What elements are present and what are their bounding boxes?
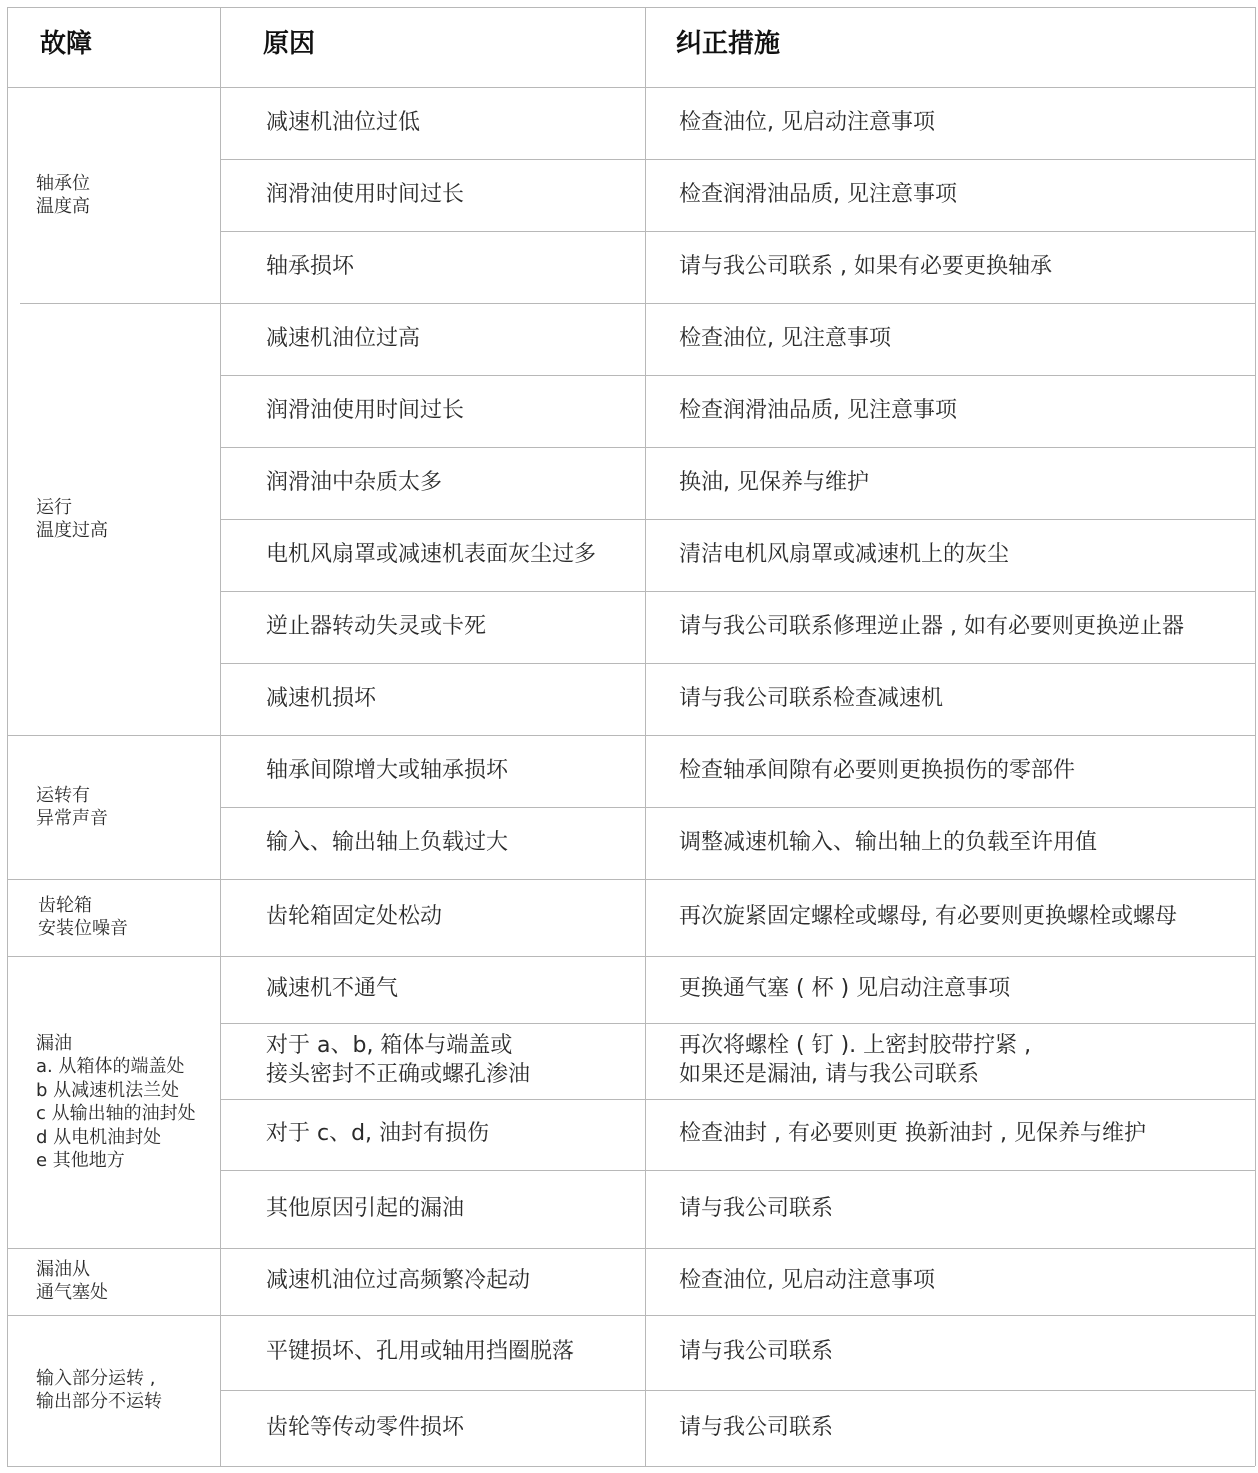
row-divider bbox=[220, 591, 1255, 592]
remedy-cell: 检查油位, 见启动注意事项 bbox=[679, 110, 935, 135]
header-fault: 故障 bbox=[40, 29, 93, 59]
remedy-cell: 请与我公司联系检查减速机 bbox=[679, 686, 944, 711]
header-cause: 原因 bbox=[263, 29, 316, 59]
header-divider bbox=[7, 87, 1255, 88]
row-divider bbox=[220, 447, 1255, 448]
remedy-cell: 再次将螺栓 ( 钉 ). 上密封胶带拧紧 , 如果还是漏油, 请与我公司联系 bbox=[679, 1033, 1032, 1087]
row-divider bbox=[220, 1023, 1255, 1024]
cause-cell: 电机风扇罩或减速机表面灰尘过多 bbox=[266, 542, 597, 567]
cause-cell: 齿轮等传动零件损坏 bbox=[266, 1415, 465, 1440]
cause-cell: 平键损坏、孔用或轴用挡圈脱落 bbox=[266, 1339, 575, 1364]
cause-cell: 减速机油位过低 bbox=[266, 110, 421, 135]
cause-cell: 对于 a、b, 箱体与端盖或 接头密封不正确或螺孔渗油 bbox=[266, 1033, 531, 1087]
remedy-cell: 调整减速机输入、输出轴上的负载至许用值 bbox=[679, 830, 1098, 855]
remedy-cell: 检查油位, 见注意事项 bbox=[679, 326, 891, 351]
remedy-cell: 请与我公司联系修理逆止器 , 如有必要则更换逆止器 bbox=[679, 614, 1184, 639]
fault-label: 运行 温度过高 bbox=[36, 497, 108, 542]
table-border-right bbox=[1255, 7, 1256, 1466]
remedy-cell: 检查油位, 见启动注意事项 bbox=[679, 1268, 935, 1293]
cause-cell: 润滑油使用时间过长 bbox=[266, 182, 465, 207]
cause-cell: 减速机油位过高频繁冷起动 bbox=[266, 1268, 531, 1293]
remedy-cell: 请与我公司联系 , 如果有必要更换轴承 bbox=[679, 254, 1052, 279]
group-divider bbox=[7, 735, 1255, 736]
fault-label: 齿轮箱 安装位噪音 bbox=[38, 895, 128, 940]
remedy-cell: 清洁电机风扇罩或减速机上的灰尘 bbox=[679, 542, 1010, 567]
cause-cell: 对于 c、d, 油封有损伤 bbox=[266, 1121, 490, 1146]
remedy-cell: 请与我公司联系 bbox=[679, 1196, 834, 1221]
row-divider bbox=[220, 1170, 1255, 1171]
row-divider bbox=[220, 1099, 1255, 1100]
fault-label: 轴承位 温度高 bbox=[36, 173, 90, 218]
row-divider bbox=[220, 807, 1255, 808]
fault-label: 运转有 异常声音 bbox=[36, 785, 108, 830]
cause-cell: 输入、输出轴上负载过大 bbox=[266, 830, 509, 855]
row-divider bbox=[220, 375, 1255, 376]
group-divider bbox=[7, 956, 1255, 957]
header-remedy: 纠正措施 bbox=[676, 29, 781, 59]
group-divider bbox=[7, 1248, 1255, 1249]
row-divider bbox=[220, 159, 1255, 160]
remedy-cell: 检查润滑油品质, 见注意事项 bbox=[679, 398, 957, 423]
group-divider bbox=[20, 303, 1255, 304]
fault-label: 漏油从 通气塞处 bbox=[36, 1259, 108, 1304]
remedy-cell: 再次旋紧固定螺栓或螺母, 有必要则更换螺栓或螺母 bbox=[679, 904, 1177, 929]
table-border-bottom bbox=[7, 1466, 1255, 1467]
fault-label: 漏油 a. 从箱体的端盖处 b 从减速机法兰处 c 从输出轴的油封处 d 从电机油封处 e 其他地方 bbox=[36, 1033, 196, 1171]
remedy-cell: 检查轴承间隙有必要则更换损伤的零部件 bbox=[679, 758, 1076, 783]
cause-cell: 齿轮箱固定处松动 bbox=[266, 904, 443, 929]
remedy-cell: 请与我公司联系 bbox=[679, 1339, 834, 1364]
remedy-cell: 更换通气塞 ( 杯 ) 见启动注意事项 bbox=[679, 976, 1011, 1001]
row-divider bbox=[220, 519, 1255, 520]
cause-cell: 润滑油使用时间过长 bbox=[266, 398, 465, 423]
group-divider bbox=[7, 879, 1255, 880]
cause-cell: 轴承间隙增大或轴承损坏 bbox=[266, 758, 509, 783]
cause-cell: 减速机不通气 bbox=[266, 976, 399, 1001]
cause-cell: 减速机损坏 bbox=[266, 686, 377, 711]
cause-cell: 润滑油中杂质太多 bbox=[266, 470, 443, 495]
group-divider bbox=[7, 1315, 1255, 1316]
table-border-top bbox=[7, 7, 1255, 8]
remedy-cell: 检查油封 , 有必要则更 换新油封 , 见保养与维护 bbox=[679, 1121, 1146, 1146]
fault-label: 输入部分运转 , 输出部分不运转 bbox=[36, 1368, 162, 1413]
row-divider bbox=[220, 663, 1255, 664]
cause-cell: 逆止器转动失灵或卡死 bbox=[266, 614, 487, 639]
cause-cell: 减速机油位过高 bbox=[266, 326, 421, 351]
cause-cell: 其他原因引起的漏油 bbox=[266, 1196, 465, 1221]
remedy-cell: 检查润滑油品质, 见注意事项 bbox=[679, 182, 957, 207]
row-divider bbox=[220, 1390, 1255, 1391]
cause-cell: 轴承损坏 bbox=[266, 254, 355, 279]
remedy-cell: 请与我公司联系 bbox=[679, 1415, 834, 1440]
row-divider bbox=[220, 231, 1255, 232]
remedy-cell: 换油, 见保养与维护 bbox=[679, 470, 869, 495]
